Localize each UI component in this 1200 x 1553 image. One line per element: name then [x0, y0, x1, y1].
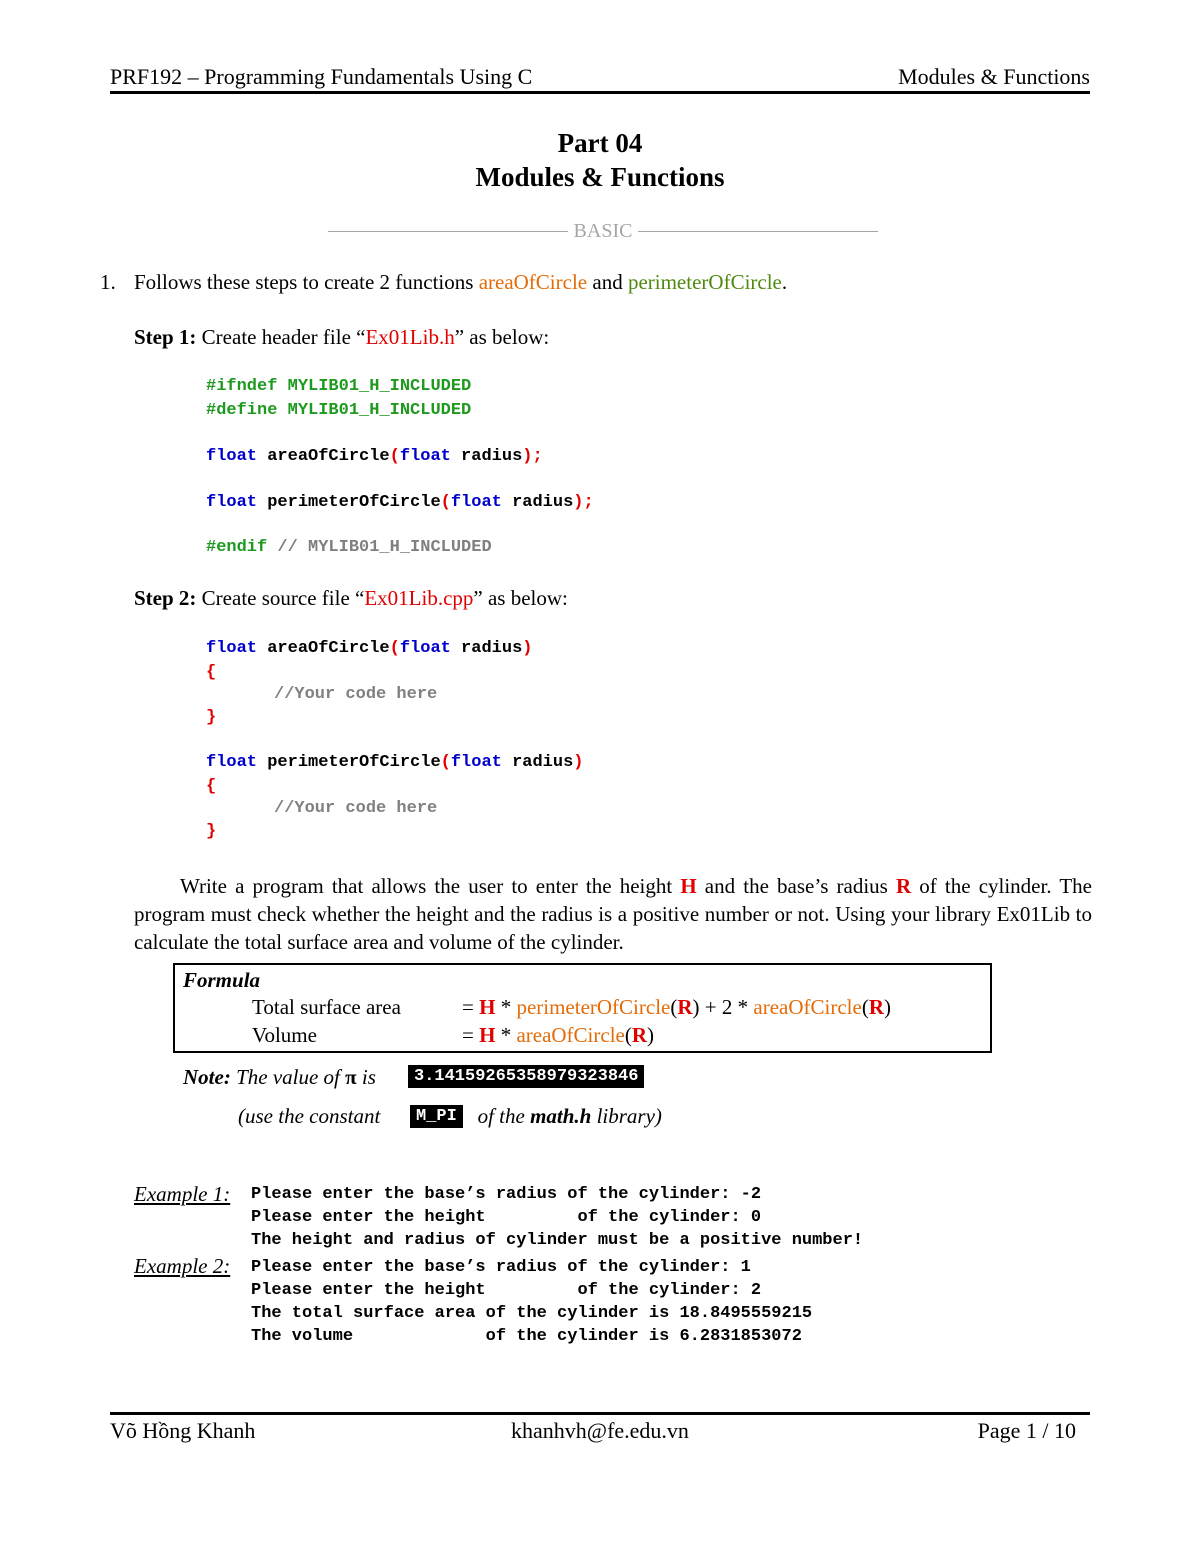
- page-title-topic: Modules & Functions: [475, 162, 725, 192]
- source-filename: Ex01Lib.cpp: [364, 586, 474, 610]
- code-line: {: [206, 663, 217, 682]
- code-line: {: [206, 777, 217, 796]
- example2-line: The total surface area of the cylinder is 18.8495559215: [251, 1304, 813, 1323]
- example2-line: The volume of the cylinder is 6.2831853072: [251, 1327, 802, 1346]
- code-line: #endif // MYLIB01_H_INCLUDED: [206, 538, 492, 557]
- header-rule: [110, 91, 1090, 94]
- formula-heading: Formula: [183, 968, 261, 992]
- example1-line: The height and radius of cylinder must be a positive number!: [251, 1231, 864, 1250]
- page-title-part: Part 04: [557, 128, 643, 158]
- example1-label: Example 1:: [134, 1182, 231, 1206]
- example2-line: Please enter the base’s radius of the cylinder: 1: [251, 1258, 751, 1277]
- pi-value-badge: 3.14159265358979323846: [408, 1065, 644, 1088]
- formula-volume-expression: = H * areaOfCircle(R): [462, 1023, 655, 1047]
- code-line: #define MYLIB01_H_INCLUDED: [206, 401, 472, 420]
- task-description: Write a program that allows the user to enter the height H and the base’s radius R of the cylinder. The program must check whether the height and the radius is a positive number or not. Using your library Ex01Lib to calculate the total surface area and volume of the cylinder.: [134, 874, 1092, 954]
- func-name-perimeter: perimeterOfCircle: [627, 270, 782, 294]
- footer-author: Võ Hồng Khanh: [110, 1418, 256, 1443]
- header-filename: Ex01Lib.h: [365, 325, 455, 349]
- formula-label-volume: Volume: [252, 1023, 317, 1047]
- code-comment: //Your code here: [274, 685, 438, 704]
- header-chapter-title: Modules & Functions: [898, 64, 1090, 89]
- code-line: }: [206, 822, 217, 841]
- func-name-area: areaOfCircle: [478, 270, 588, 294]
- note-constant-hint: (use the constant of the math.h library): [238, 1104, 662, 1128]
- example2-line: Please enter the height of the cylinder: 2: [251, 1281, 762, 1300]
- code-line: float areaOfCircle(float radius);: [206, 447, 543, 466]
- header-course-title: PRF192 – Programming Fundamentals Using C: [110, 64, 533, 89]
- question-text: Follows these steps to create 2 functions areaOfCircle and perimeterOfCircle.: [134, 270, 788, 294]
- footer-email: khanhvh@fe.edu.vn: [511, 1418, 689, 1443]
- note-line: Note: The value of π is: [183, 1065, 376, 1089]
- divider-line-right: [638, 231, 878, 232]
- code-comment: //Your code here: [274, 799, 438, 818]
- formula-surface-expression: = H * perimeterOfCircle(R) + 2 * areaOfCircle(R): [462, 995, 891, 1019]
- step1-instruction: Step 1: Create header file “Ex01Lib.h” as below:: [134, 325, 550, 349]
- example1-line: Please enter the base’s radius of the cylinder: -2: [251, 1185, 762, 1204]
- code-line: float perimeterOfCircle(float radius): [206, 753, 584, 772]
- code-line: }: [206, 708, 217, 727]
- section-divider: [328, 220, 878, 243]
- formula-label-surface: Total surface area: [252, 995, 401, 1019]
- example1-line: Please enter the height of the cylinder: 0: [251, 1208, 762, 1227]
- question-number: 1.: [100, 270, 116, 294]
- section-label: BASIC: [573, 220, 633, 242]
- code-line: #ifndef MYLIB01_H_INCLUDED: [206, 377, 472, 396]
- footer-rule: [110, 1412, 1090, 1415]
- step2-instruction: Step 2: Create source file “Ex01Lib.cpp” as below:: [134, 586, 568, 610]
- example2-label: Example 2:: [134, 1254, 231, 1278]
- divider-line-left: [328, 231, 568, 232]
- m-pi-constant-badge: M_PI: [410, 1105, 463, 1128]
- code-line: float areaOfCircle(float radius): [206, 639, 533, 658]
- code-line: float perimeterOfCircle(float radius);: [206, 493, 594, 512]
- footer-page-number: Page 1 / 10: [977, 1418, 1076, 1443]
